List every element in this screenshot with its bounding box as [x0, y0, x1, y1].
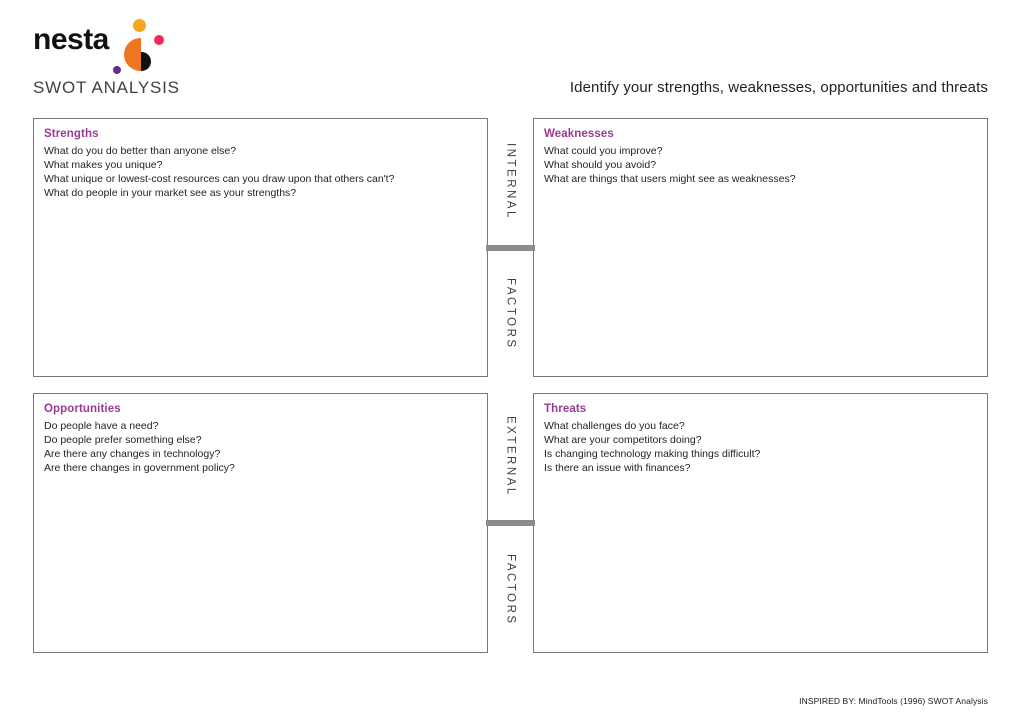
strengths-question: What makes you unique? [44, 159, 163, 171]
external-label: EXTERNAL [504, 416, 517, 497]
internal-label-cell [488, 118, 533, 245]
opportunities-question: Are there changes in government policy? [44, 462, 235, 474]
internal-label: INTERNAL [504, 142, 517, 220]
opportunities-question: Are there any changes in technology? [44, 448, 221, 460]
internal-factors-label: FACTORS [504, 277, 517, 350]
strengths-question: What unique or lowest-cost resources can you draw upon that others can't? [44, 173, 395, 185]
weaknesses-title: Weaknesses [544, 128, 614, 140]
opportunities-question: Do people prefer something else? [44, 434, 202, 446]
internal-factors-label-cell [488, 251, 533, 378]
external-factors-label-cell [488, 526, 533, 653]
threats-question: What are your competitors doing? [544, 434, 702, 446]
page-title: SWOT ANALYSIS [33, 78, 180, 97]
page-subtitle: Identify your strengths, weaknesses, opportunities and threats [569, 79, 988, 96]
opportunities-title: Opportunities [44, 403, 121, 415]
weaknesses-question: What should you avoid? [544, 159, 657, 171]
threats-box [533, 393, 988, 653]
strengths-title: Strengths [44, 128, 99, 140]
external-factors-row [33, 393, 988, 653]
nesta-logo-text: nesta [33, 23, 109, 56]
weaknesses-question: What could you improve? [544, 145, 663, 157]
nesta-logo [33, 18, 170, 74]
strip-divider-bar [486, 245, 535, 251]
threats-question: What challenges do you face? [544, 420, 685, 432]
logo-pink-dot-icon [154, 35, 164, 45]
external-factors-label: FACTORS [504, 553, 517, 626]
threats-question: Is there an issue with finances? [544, 462, 691, 474]
logo-purple-dot-icon [113, 66, 121, 74]
weaknesses-question: What are things that users might see as weaknesses? [544, 173, 796, 185]
internal-factors-row [33, 118, 988, 377]
logo-black-semicircle-icon [141, 52, 151, 71]
swot-matrix [33, 118, 988, 653]
internal-factors-strip [488, 118, 533, 377]
strengths-question: What do people in your market see as your strengths? [44, 187, 297, 199]
opportunities-question: Do people have a need? [44, 420, 159, 432]
threats-question: Is changing technology making things difficult? [544, 448, 761, 460]
strip-divider-bar [486, 520, 535, 526]
nesta-logo-mark-icon [112, 18, 170, 74]
logo-orange-semicircle-icon [124, 38, 141, 71]
external-factors-strip [488, 393, 533, 653]
external-label-cell [488, 393, 533, 520]
strengths-box [33, 118, 488, 377]
attribution-credit: INSPIRED BY: MindTools (1996) SWOT Analysis [799, 696, 988, 706]
threats-title: Threats [544, 403, 587, 415]
logo-yellow-dot-icon [133, 19, 146, 32]
weaknesses-box [533, 118, 988, 377]
opportunities-box [33, 393, 488, 653]
strengths-question: What do you do better than anyone else? [44, 145, 237, 157]
